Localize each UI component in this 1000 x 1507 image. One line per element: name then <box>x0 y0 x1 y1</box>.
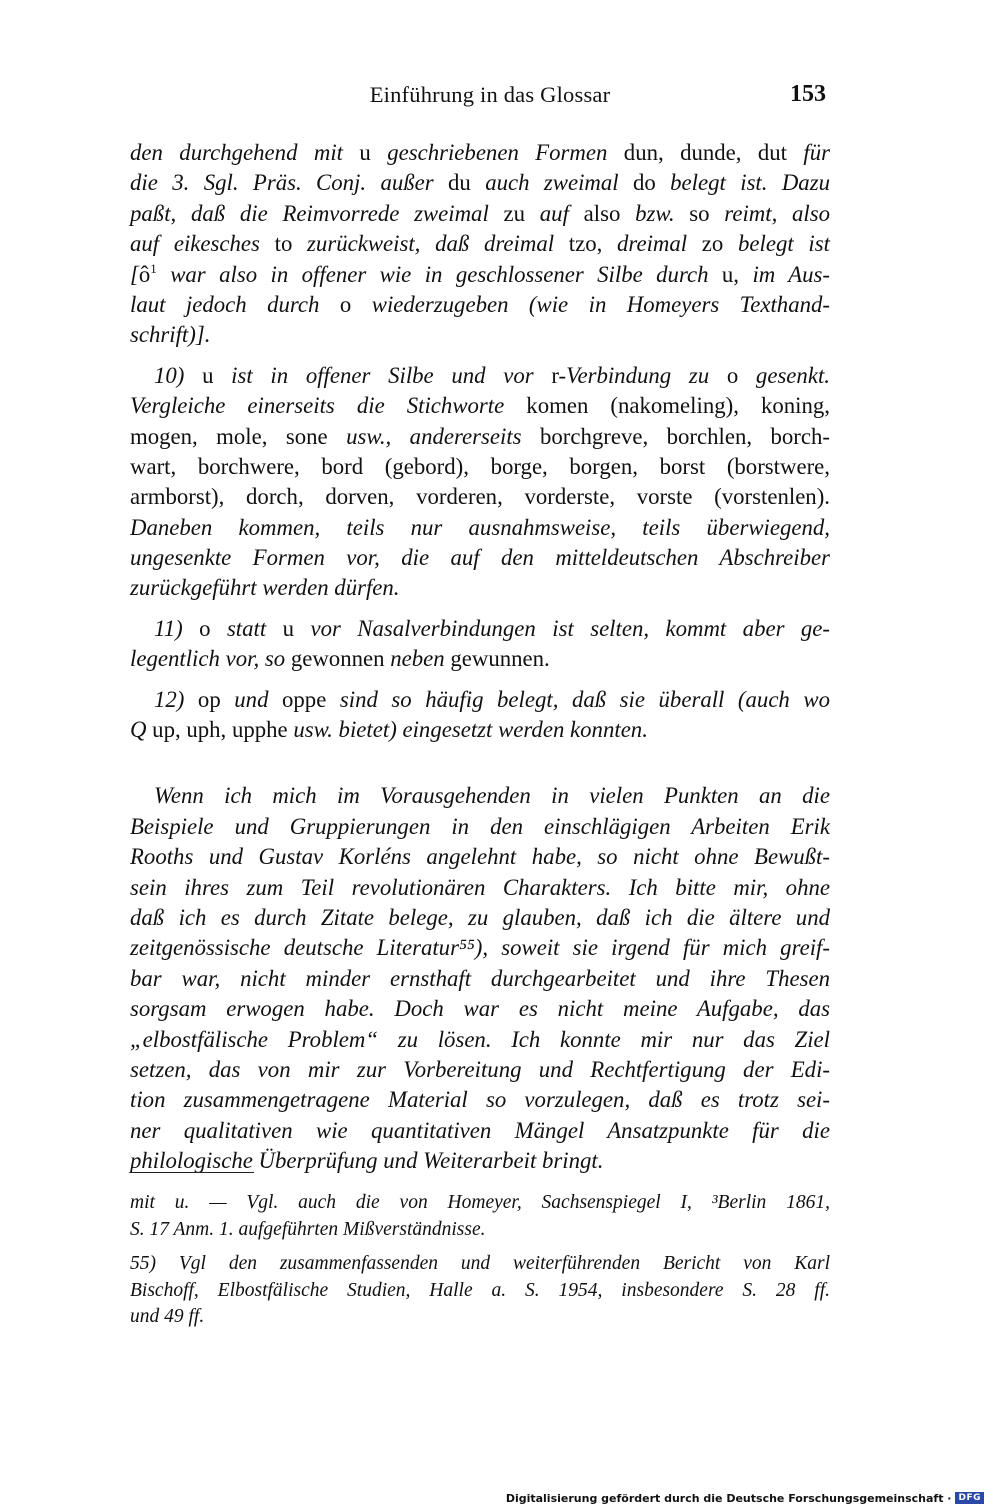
text-line: zurückgeführt werden dürfen. <box>130 575 400 601</box>
text-line: schrift)]. <box>130 322 211 348</box>
footnote-line: und 49 ff. <box>130 1306 205 1327</box>
text-line: daß ich es durch Zitate belege, zu glauben, daß ich die ältere und <box>130 904 830 930</box>
text-line: paßt, daß die Reimvorrede zweimal zu auf also bzw. so reimt, also <box>130 200 830 226</box>
text-line: mogen, mole, sone usw., andererseits borchgreve, borchlen, borch- <box>130 423 830 449</box>
paragraph-10 <box>130 361 830 604</box>
footnote-line: 55) Vgl den zusammenfassenden und weiterführenden Bericht von Karl <box>130 1253 830 1274</box>
footnote-line: Bischoff, Elbostfälische Studien, Halle a. S. 1954, insbesondere S. 28 ff. <box>130 1279 830 1301</box>
text-line: zeitgenössische deutsche Literatur⁵⁵), soweit sie irgend für mich greif- <box>130 935 830 961</box>
text-line: 10) u ist in offener Silbe und vor r-Verbindung zu o gesenkt. <box>154 362 830 388</box>
text-line: tion zusammengetragene Material so vorzulegen, daß es trotz sei- <box>130 1087 830 1113</box>
text-line: armborst), dorch, dorven, vorderen, vorderste, vorste (vorstenlen). <box>130 484 830 510</box>
footnote-55 <box>130 1251 830 1331</box>
paragraph-continuation <box>130 138 830 351</box>
text-line: auf eikesches to zurückweist, daß dreimal tzo, dreimal zo belegt ist <box>130 231 830 257</box>
page-number: 153 <box>790 81 826 107</box>
text-line: philologische Überprüfung und Weiterarbeit bringt. <box>130 1148 604 1174</box>
text-line: sorgsam erwogen habe. Doch war es nicht meine Aufgabe, das <box>130 996 830 1022</box>
footnote-line: mit u. — Vgl. auch die von Homeyer, Sachsenspiegel I, ³Berlin 1861, <box>130 1192 830 1213</box>
running-title: Einführung in das Glossar <box>369 82 611 107</box>
text-line: 11) o statt u vor Nasalverbindungen ist selten, kommt aber ge- <box>154 615 830 641</box>
text-line: die 3. Sgl. Präs. Conj. außer du auch zweimal do belegt ist. Dazu <box>130 170 830 196</box>
text-line: legentlich vor, so gewonnen neben gewunnen. <box>130 646 550 672</box>
footnote-line: S. 17 Anm. 1. aufgeführten Mißverständnisse. <box>130 1218 486 1240</box>
footnotes <box>130 1190 830 1339</box>
text-line: [$ô^1$ war also in offener wie in geschlossener Silbe durch u, im Aus- <box>130 260 831 287</box>
text-line: ner qualitativen wie quantitativen Mängel Ansatzpunkte für die <box>130 1117 830 1143</box>
paragraph-12 <box>130 685 830 746</box>
text-line: sein ihres zum Teil revolutionären Charakters. Ich bitte mir, ohne <box>130 874 830 900</box>
text-line: Rooths und Gustav Korléns angelehnt habe, so nicht ohne Bewußt- <box>130 844 830 870</box>
credit-text: Digitalisierung gefördert durch die Deutsche Forschungsgemeinschaft · <box>505 1491 952 1505</box>
dfg-logo: DFG <box>955 1492 984 1504</box>
footnote-continuation <box>130 1190 830 1243</box>
text-line: 12) op und oppe sind so häufig belegt, daß sie überall (auch wo <box>154 686 830 712</box>
text-line: Q up, uph, upphe usw. bietet) eingesetzt werden konnten. <box>130 717 648 743</box>
text-line: laut jedoch durch o wiederzugeben (wie in Homeyers Texthand- <box>130 291 830 317</box>
paragraph-closing <box>130 781 830 1176</box>
digitization-credit <box>506 1490 984 1506</box>
text-line: Daneben kommen, teils nur ausnahmsweise, teils überwiegend, <box>130 514 830 540</box>
text-line: den durchgehend mit u geschriebenen Formen dun, dunde, dut für <box>130 140 831 165</box>
running-header <box>130 82 830 118</box>
paragraph-11 <box>130 614 830 675</box>
text-line: Wenn ich mich im Vorausgehenden in vielen Punkten an die <box>154 783 830 809</box>
text-line: Beispiele und Gruppierungen in den einschlägigen Arbeiten Erik <box>130 813 830 839</box>
footnote-rule <box>130 1172 254 1173</box>
text-line: wart, borchwere, bord (gebord), borge, borgen, borst (borstwere, <box>130 453 830 479</box>
body-text <box>130 138 830 1187</box>
text-line: ungesenkte Formen vor, die auf den mitteldeutschen Abschreiber <box>130 545 830 571</box>
text-line: „elbostfälische Problem“ zu lösen. Ich konnte mir nur das Ziel <box>130 1026 830 1052</box>
text-line: Vergleiche einerseits die Stichworte komen (nakomeling), koning, <box>130 393 830 419</box>
section-gap <box>130 755 830 781</box>
text-line: setzen, das von mir zur Vorbereitung und Rechtfertigung der Edi- <box>130 1056 830 1082</box>
text-line: bar war, nicht minder ernsthaft durchgearbeitet und ihre Thesen <box>130 965 830 991</box>
